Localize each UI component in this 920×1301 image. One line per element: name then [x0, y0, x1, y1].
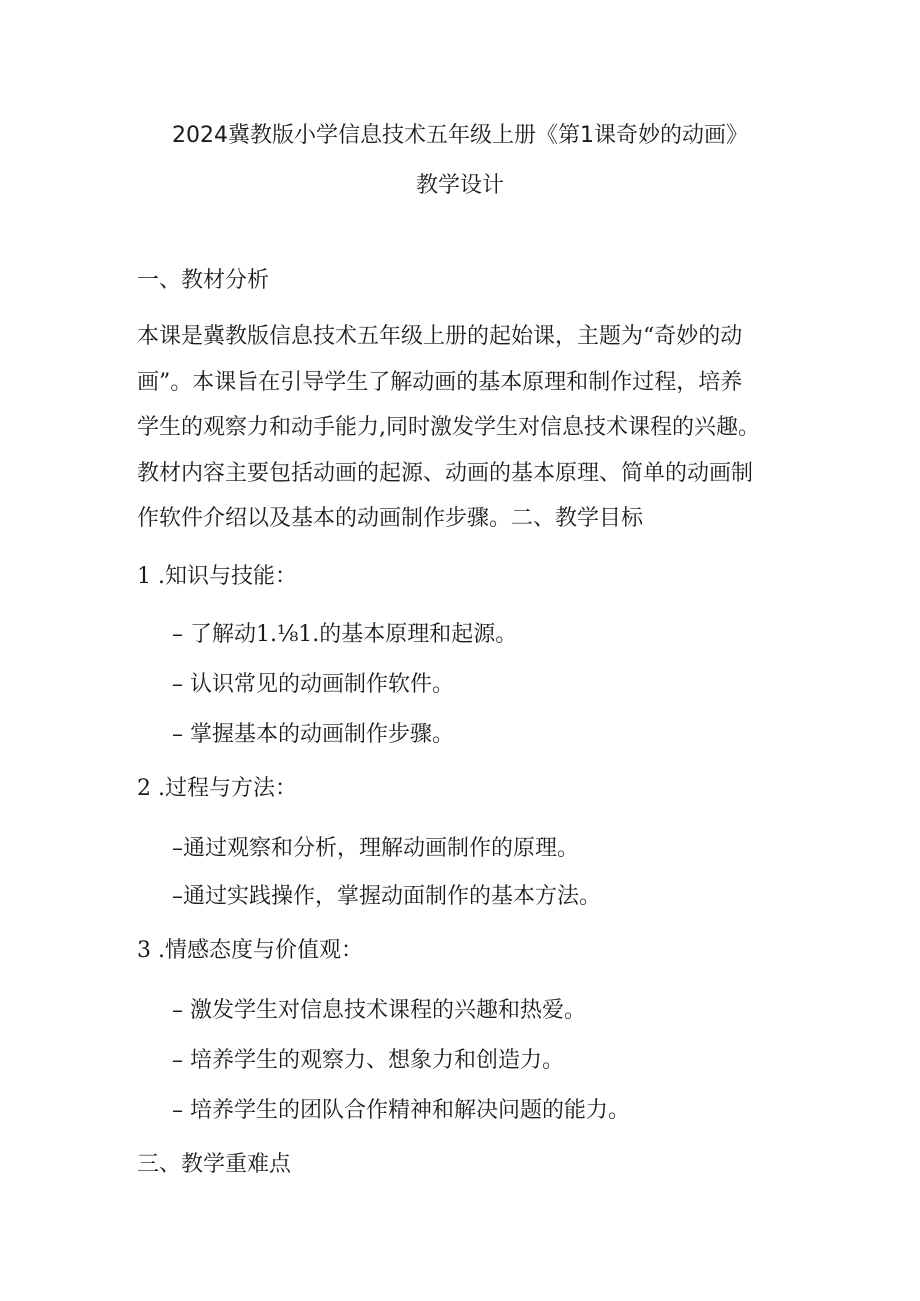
goal-heading-knowledge: 1 .知识与技能：: [137, 564, 297, 589]
goal-heading-process: 2 .过程与方法：: [137, 776, 297, 801]
paragraph-line: 作软件介绍以及基本的动画制作步骤。二、教学目标: [137, 506, 644, 531]
document-title: 2024冀教版小学信息技术五年级上册《第1课奇妙的动画》: [172, 123, 748, 148]
analysis-paragraph: [137, 314, 797, 542]
paragraph-line: 教材内容主要包括动画的起源、动画的基本原理、简单的动画制: [137, 460, 754, 486]
list-item: – 了解动1.⅛1.的基本原理和起源。: [172, 622, 518, 647]
list-item: –通过观察和分析，理解动画制作的原理。: [172, 836, 580, 861]
section-heading-keypoints: 三、教学重难点: [137, 1152, 292, 1177]
list-item: – 培养学生的团队合作精神和解决问题的能力。: [172, 1098, 630, 1123]
list-item: –通过实践操作，掌握动面制作的基本方法。: [172, 884, 602, 909]
list-item: – 认识常见的动画制作软件。: [172, 672, 454, 697]
document-subtitle: 教学设计: [415, 173, 504, 198]
list-item: – 激发学生对信息技术课程的兴趣和热爱。: [172, 998, 586, 1023]
section-heading-analysis: 一、教材分析: [137, 268, 270, 293]
paragraph-line: 学生的观察力和动手能力,同时激发学生对信息技术课程的兴趣。: [137, 415, 760, 440]
paragraph-line: 画”。本课旨在引导学生了解动画的基本原理和制作过程，培养: [137, 369, 743, 395]
list-item: – 掌握基本的动画制作步骤。: [172, 722, 454, 747]
list-item: – 培养学生的观察力、想象力和创造力。: [172, 1048, 564, 1073]
goal-heading-attitude: 3 .情感态度与价值观：: [137, 938, 363, 963]
paragraph-line: 本课是冀教版信息技术五年级上册的起始课，主题为“奇妙的动: [137, 324, 743, 349]
